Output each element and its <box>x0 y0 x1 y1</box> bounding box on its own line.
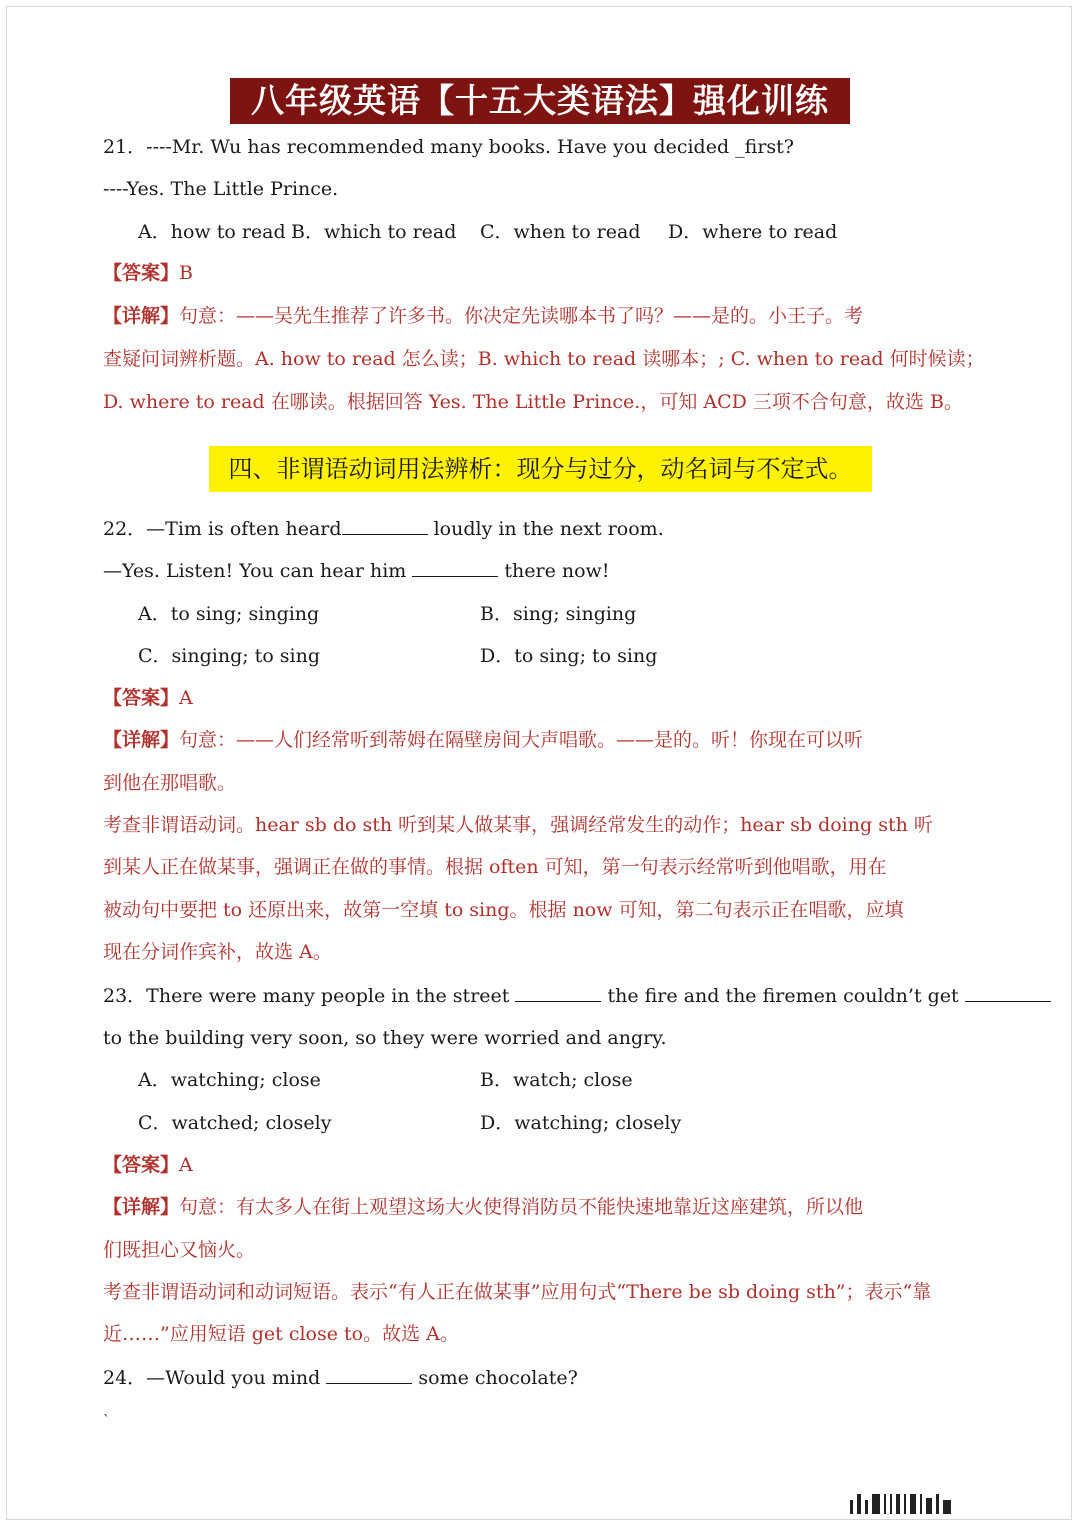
page-title: 八年级英语【十五大类语法】强化训练 <box>230 78 850 124</box>
q21-option-d: D．where to read <box>668 221 838 243</box>
blank <box>342 516 428 535</box>
detail-text: 句意：——人们经常听到蒂姆在隔壁房间大声唱歌。——是的。听！你现在可以听 <box>179 729 864 751</box>
detail-text: 句意：——吴先生推荐了许多书。你决定先读哪本书了吗？——是的。小王子。考 <box>179 305 864 327</box>
q22-detail-line5: 被动句中要把 to 还原出来，故第一空填 to sing。根据 now 可知，第二句表示正在唱歌，应填 <box>103 899 904 921</box>
q21-stem-line2: ----Yes. The Little Prince. <box>103 178 339 200</box>
q22-detail-line3: 考查非谓语动词。hear sb do sth 听到某人做某事，强调经常发生的动作；hear sb doing sth 听 <box>103 814 933 836</box>
q21-detail-line1 <box>103 303 863 329</box>
answer-value: A <box>179 1154 193 1176</box>
q23-detail-line1 <box>103 1194 863 1220</box>
q22-option-c: C．singing; to sing <box>138 645 321 667</box>
detail-tag: 【详解】 <box>103 305 180 327</box>
detail-text: 句意：有太多人在街上观望这场大火使得消防员不能快速地靠近这座建筑，所以他 <box>179 1196 864 1218</box>
blank <box>326 1365 412 1384</box>
q21-detail-line2: 查疑问词辨析题。A. how to read 怎么读；B. which to read 读哪本；; C. when to read 何时候读； <box>103 348 985 370</box>
answer-tag: 【答案】 <box>103 262 180 284</box>
q23-stem-part1: 23．There were many people in the street <box>103 985 516 1007</box>
q23-option-b: B．watch; close <box>480 1069 633 1091</box>
q22-detail-line2: 到他在那唱歌。 <box>103 772 237 794</box>
q21-detail-line3: D. where to read 在哪读。根据回答 Yes. The Little Prince.，可知 ACD 三项不合句意，故选 B。 <box>103 391 963 413</box>
stray-mark: ` <box>103 1413 110 1429</box>
q23-option-c: C．watched; closely <box>138 1112 332 1134</box>
q23-stem-part2: the fire and the firemen couldn’t get <box>601 985 965 1007</box>
footer-decoration <box>850 1494 951 1514</box>
q22-stem-part1: 22．—Tim is often heard <box>103 518 342 540</box>
q23-stem-line1 <box>103 983 1051 1009</box>
q21-stem-line1: 21．----Mr. Wu has recommended many books. Have you decided _first? <box>103 136 794 158</box>
q23-option-d: D．watching; closely <box>480 1112 682 1134</box>
answer-tag: 【答案】 <box>103 1154 180 1176</box>
q22-detail-line1 <box>103 727 863 753</box>
answer-value: A <box>179 687 193 709</box>
q24-stem-part1: 24．—Would you mind <box>103 1367 327 1389</box>
blank <box>515 983 601 1002</box>
q22-answer <box>103 685 193 711</box>
q21-option-b: B．which to read <box>291 221 457 243</box>
blank <box>965 983 1051 1002</box>
q22-option-d: D．to sing; to sing <box>480 645 658 667</box>
detail-tag: 【详解】 <box>103 729 180 751</box>
q23-option-a: A．watching; close <box>138 1069 321 1091</box>
q22-stem-part3: —Yes. Listen! You can hear him <box>103 560 413 582</box>
q21-answer <box>103 260 193 286</box>
q21-option-a: A．how to read <box>138 221 286 243</box>
blank <box>412 558 498 577</box>
answer-value: B <box>179 262 193 284</box>
q22-option-a: A．to sing; singing <box>138 603 320 625</box>
q22-detail-line6: 现在分词作宾补，故选 A。 <box>103 941 332 963</box>
q23-detail-line3: 考查非谓语动词和动词短语。表示“有人正在做某事”应用句式“There be sb doing sth”；表示“靠 <box>103 1281 932 1303</box>
q22-stem-line2 <box>103 558 609 584</box>
q21-option-c: C．when to read <box>480 221 641 243</box>
section-heading: 四、非谓语动词用法辨析：现分与过分，动名词与不定式。 <box>209 446 872 492</box>
detail-tag: 【详解】 <box>103 1196 180 1218</box>
q23-answer <box>103 1152 193 1178</box>
q23-detail-line2: 们既担心又恼火。 <box>103 1239 256 1261</box>
q24-stem-part2: some chocolate? <box>412 1367 578 1389</box>
q23-stem-line2: to the building very soon, so they were worried and angry. <box>103 1027 667 1049</box>
q22-detail-line4: 到某人正在做某事，强调正在做的事情。根据 often 可知，第一句表示经常听到他唱歌，用在 <box>103 856 887 878</box>
q22-option-b: B．sing; singing <box>480 603 637 625</box>
q23-detail-line4: 近……”应用短语 get close to。故选 A。 <box>103 1323 459 1345</box>
q22-stem-line1 <box>103 516 664 542</box>
q24-stem <box>103 1365 578 1391</box>
q22-stem-part4: there now! <box>498 560 610 582</box>
answer-tag: 【答案】 <box>103 687 180 709</box>
q22-stem-part2: loudly in the next room. <box>427 518 664 540</box>
